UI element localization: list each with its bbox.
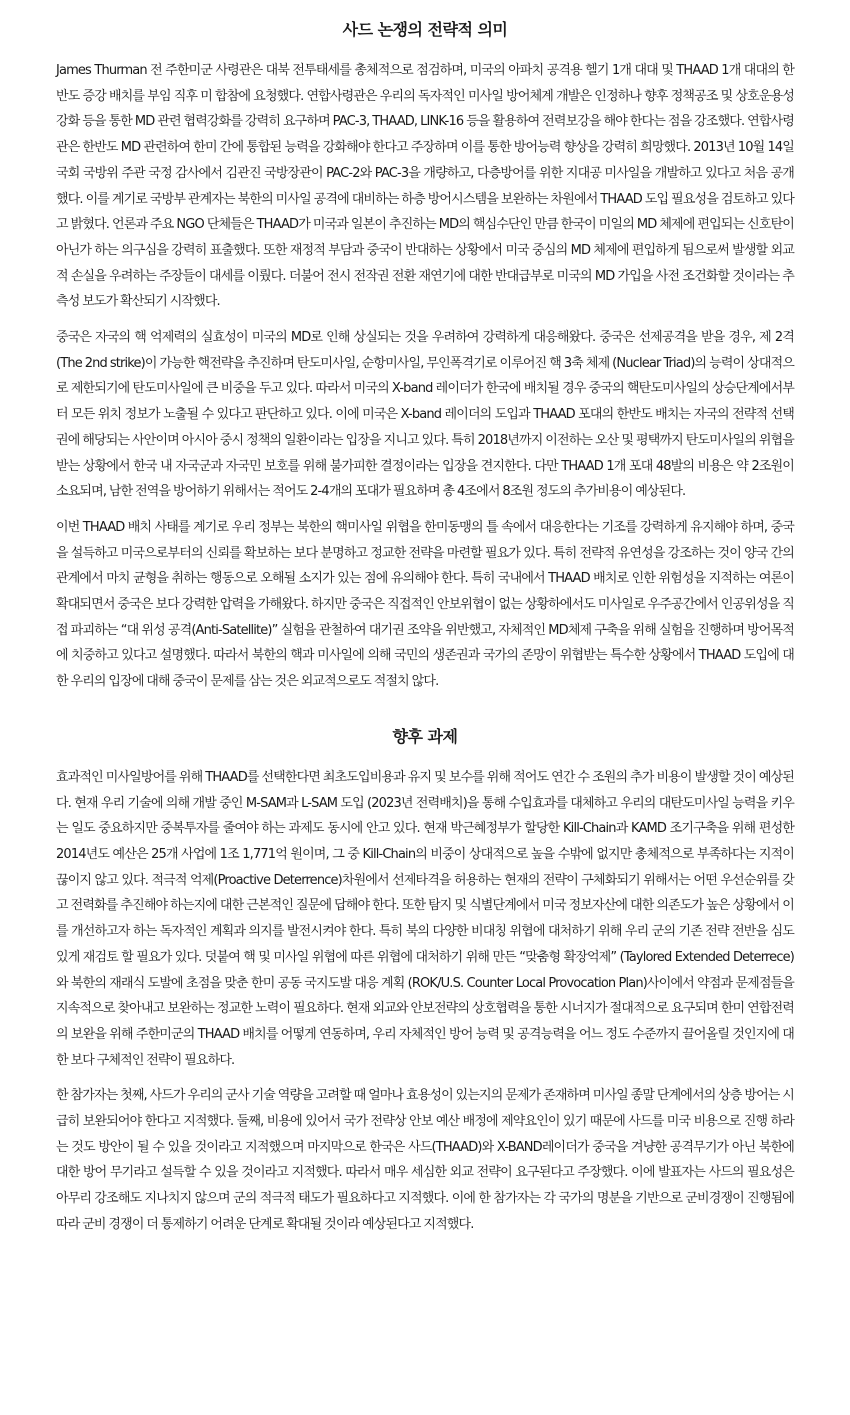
- paragraph: James Thurman 전 주한미군 사령관은 대북 전투태세를 총체적으로 점검하며, 미국의 아파치 공격용 헬기 1개 대대 및 THAAD 1개 대대의 한반도 증강 배치를 부임 직후 미 합참에 요청했다. 연합사령관은 우리의 독자적인 미사일 방어체계 개발은 인정하나 향후 정책공조 및 상호운용성 강화 등을 통한 MD 관련 협력강화를 강력히 요구하며 PAC-3, THAAD, LINK-16 등을 활용하여 전력보강을 해야 한다는 점을 강조했다. 연합사령관은 한반도 MD 관련하여 한미 간에 통합된 능력을 강화해야 한다고 주장하며 이를 통한 방어능력 향상을 강력히 희망했다. 2013년 10월 14일 국회 국방위 주관 국정 감사에서 김관진 국방장관이 PAC-2와 PAC-3을 개량하고, 다층방어를 위한 지대공 미사일을 개발하고 있다고 처음 공개했다. 이를 계기로 국방부 관계자는 북한의 미사일 공격에 대비하는 하층 방어시스템을 보완하는 차원에서 THAAD 도입 필요성을 검토하고 있다고 밝혔다. 언론과 주요 NGO 단체들은 THAAD가 미국과 일본이 추진하는 MD의 핵심수단인 만큼 한국이 미일의 MD 체제에 편입되는 신호탄이 아닌가 하는 의구심을 강력히 표출했다. 또한 재정적 부담과 중국이 반대하는 상황에서 미국 중심의 MD 체제에 편입하게 됨으로써 발생할 외교적 손실을 우려하는 주장들이 대세를 이뤘다. 더불어 전시 전작권 전환 재연기에 대한 반대급부로 미국의 MD 가입을 사전 조건화할 것이라는 추측성 보도가 확산되기 시작했다.: [56, 63, 794, 310]
- section-strategic-meaning: [56, 18, 794, 695]
- paragraph: 한 참가자는 첫째, 사드가 우리의 군사 기술 역량을 고려할 때 얼마나 효용성이 있는지의 문제가 존재하며 미사일 종말 단계에서의 상층 방어는 시급히 보완되어야 한다고 지적했다. 둘째, 비용에 있어서 국가 전략상 안보 예산 배정에 제약요인이 있기 때문에 사드를 미국 비용으로 진행 하라는 것도 방안이 될 수 있을 것이라고 지적했으며 마지막으로 한국은 사드(THAAD)와 X-BAND레이더가 중국을 겨냥한 공격무기가 아닌 북한에 대한 방어 무기라고 설득할 수 있을 것이라고 지적했다. 따라서 매우 세심한 외교 전략이 요구된다고 주장했다. 이에 발표자는 사드의 필요성은 아무리 강조해도 지나치지 않으며 군의 적극적 태도가 필요하다고 지적했다. 이에 한 참가자는 각 국가의 명분을 기반으로 군비경쟁이 진행됨에 따라 군비 경쟁이 더 통제하기 어려운 단계로 확대될 것이라 예상된다고 지적했다.: [56, 1088, 794, 1232]
- paragraph: 이번 THAAD 배치 사태를 계기로 우리 정부는 북한의 핵미사일 위협을 한미동맹의 틀 속에서 대응한다는 기조를 강력하게 유지해야 하며, 중국을 설득하고 미국으로부터의 신뢰를 확보하는 보다 분명하고 정교한 전략을 마련할 필요가 있다. 특히 전략적 유연성을 강조하는 것이 양국 간의 관계에서 마치 균형을 취하는 행동으로 오해될 소지가 있는 점에 유의해야 한다. 특히 국내에서 THAAD 배치로 인한 위험성을 지적하는 여론이 확대되면서 중국은 보다 강력한 압력을 가해왔다. 하지만 중국은 직접적인 안보위협이 없는 상황하에서도 미사일로 우주공간에서 인공위성을 직접 파괴하는 “대 위성 공격(Anti-Satellite)” 실험을 관철하여 대기권 조약을 위반했고, 자체적인 MD체제 구축을 위해 실험을 진행하며 방어목적에 치중하고 있다고 설명했다. 따라서 북한의 핵과 미사일에 의해 국민의 생존권과 국가의 존망이 위협받는 특수한 상황에서 THAAD 도입에 대한 우리의 입장에 대해 중국이 문제를 삼는 것은 외교적으로도 적절치 않다.: [56, 519, 794, 690]
- paragraph: 효과적인 미사일방어를 위해 THAAD를 선택한다면 최초도입비용과 유지 및 보수를 위해 적어도 연간 수 조원의 추가 비용이 발생할 것이 예상된다. 현재 우리 기술에 의해 개발 중인 M-SAM과 L-SAM 도입 (2023년 전력배치)을 통해 수입효과를 대체하고 우리의 대탄도미사일 능력을 키우는 일도 중요하지만 중복투자를 줄여야 하는 과제도 동시에 안고 있다. 현재 박근혜정부가 할당한 Kill-Chain과 KAMD 조기구축을 위해 편성한 2014년도 예산은 25개 사업에 1조 1,771억 원이며, 그 중 Kill-Chain의 비중이 상대적으로 높을 수밖에 없지만 총체적으로 부족하다는 지적이 끊이지 않고 있다. 적극적 억제(Proactive Deterrence)차원에서 선제타격을 허용하는 현재의 전략이 구체화되기 위해서는 어떤 우선순위를 갖고 전력화를 추진해야 하는지에 대한 근본적인 질문에 답해야 한다. 또한 탐지 및 식별단계에서 미국 정보자산에 대한 의존도가 높은 상황에서 이를 개선하고자 하는 독자적인 계획과 의지를 발전시켜야 한다. 특히 북의 다양한 비대칭 위협에 대처하기 위해 우리 군의 기존 전략 전반을 심도 있게 재검토 할 필요가 있다. 덧붙여 핵 및 미사일 위협에 따른 위협에 대처하기 위해 만든 “맞춤형 확장억제” (Taylored Extended Deterrece)와 북한의 재래식 도발에 초점을 맞춘 한미 공동 국지도발 대응 계획 (ROK/U.S. Counter Local Provocation Plan)사이에서 약점과 문제점들을 지속적으로 찾아내고 보완하는 정교한 노력이 필요하다. 현재 외교와 안보전략의 상호협력을 통한 시너지가 절대적으로 요구되며 한미 연합전력의 보완을 위해 주한미군의 THAAD 배치를 어떻게 연동하며, 우리 자체적인 방어 능력 및 공격능력을 어느 정도 수준까지 끌어올릴 것인지에 대한 보다 구체적인 전략이 필요하다.: [56, 769, 794, 1068]
- section-future-tasks: [56, 725, 794, 1238]
- paragraph: 중국은 자국의 핵 억제력의 실효성이 미국의 MD로 인해 상실되는 것을 우려하여 강력하게 대응해왔다. 중국은 선제공격을 받을 경우, 제 2격 (The 2nd strike)이 가능한 핵전략을 추진하며 탄도미사일, 순항미사일, 무인폭격기로 이루어진 핵 3축 체제 (Nuclear Triad)의 능력이 상대적으로 제한되기에 탄도미사일에 큰 비중을 두고 있다. 따라서 미국의 X-band 레이더가 한국에 배치될 경우 중국의 핵탄도미사일의 상승단계에서부터 모든 위치 정보가 노출될 수 있다고 판단하고 있다. 이에 미국은 X-band 레이더의 도입과 THAAD 포대의 한반도 배치는 자국의 전략적 선택권에 해당되는 사안이며 아시아 중시 정책의 일환이라는 입장을 지니고 있다. 특히 2018년까지 이전하는 오산 및 평택까지 탄도미사일의 위협을 받는 상황에서 한국 내 자국군과 자국민 보호를 위해 불가피한 결정이라는 입장을 견지한다. 다만 THAAD 1개 포대 48발의 비용은 약 2조원이 소요되며, 남한 전역을 방어하기 위해서는 적어도 2-4개의 포대가 필요하며 총 4조에서 8조원 정도의 추가비용이 예상된다.: [56, 330, 794, 500]
- section-title: 사드 논쟁의 전략적 의미: [342, 20, 508, 39]
- section-title: 향후 과제: [392, 726, 458, 746]
